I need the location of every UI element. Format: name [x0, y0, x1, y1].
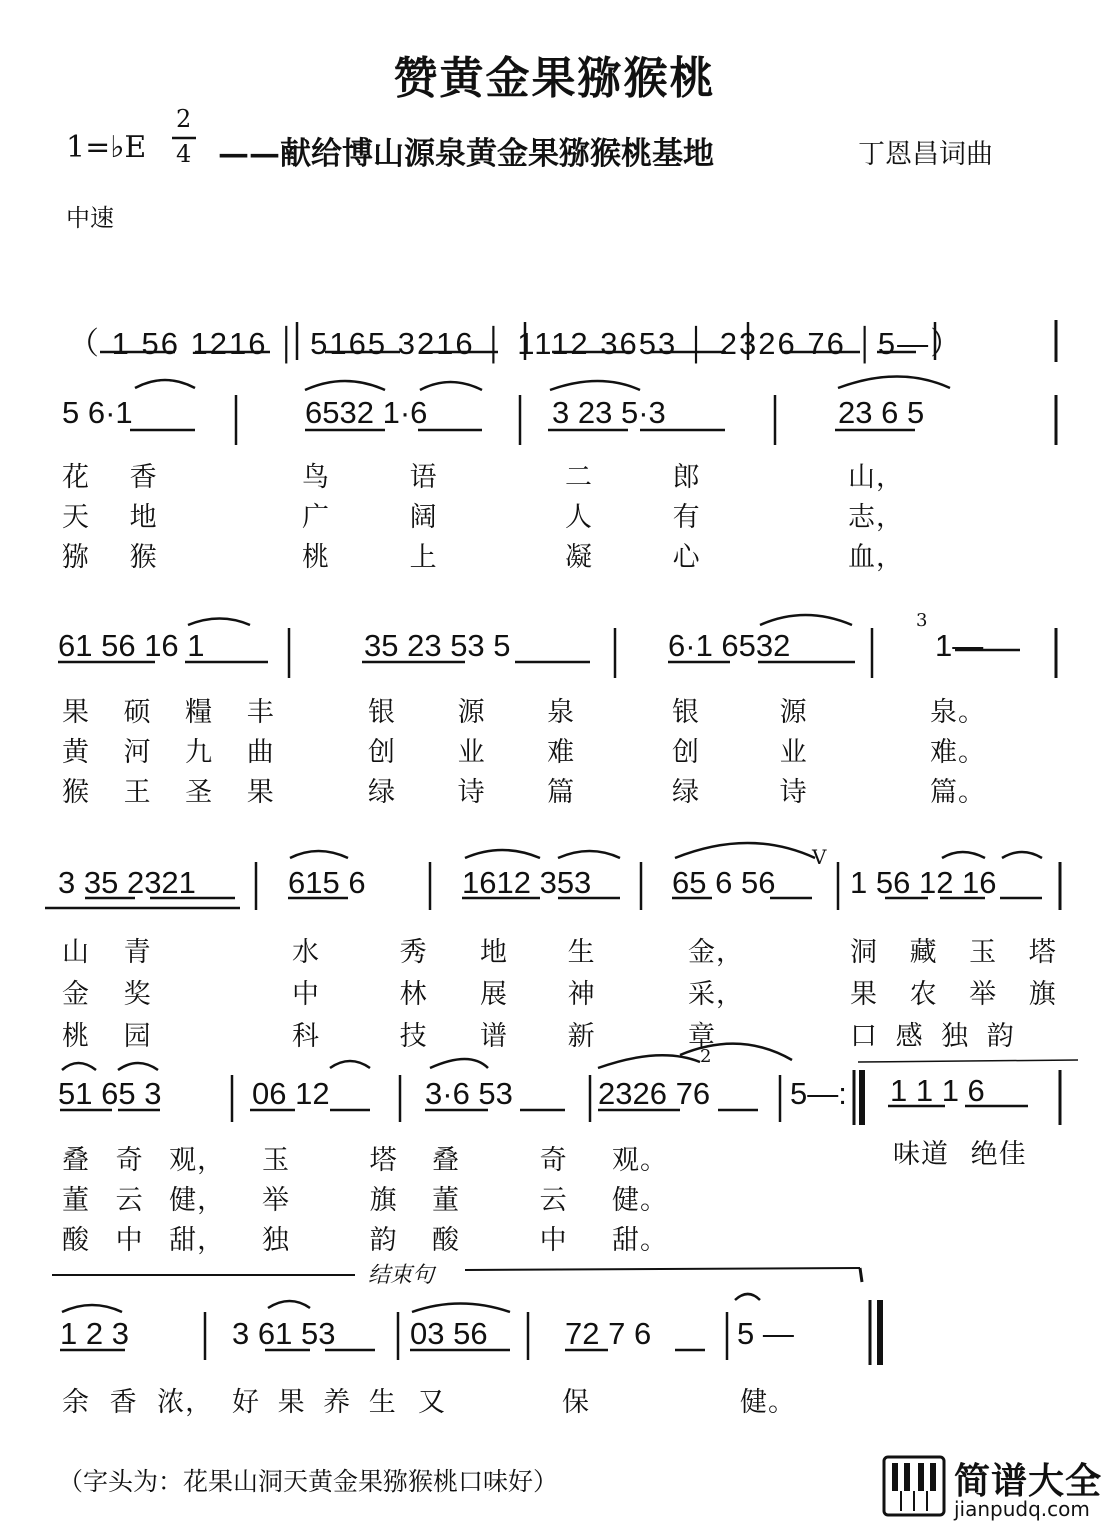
ending-lyric-c: 又: [418, 1387, 446, 1418]
line4-lyric3-a: 桃 园: [62, 1021, 152, 1052]
line4-measure-5: 1 56 12 16: [850, 865, 997, 900]
ending-measure-2: 3 61 53: [232, 1316, 336, 1351]
ending-label: 结束句: [368, 1263, 435, 1288]
line5-lyric2-c: 董 云: [432, 1185, 568, 1216]
line2-lyric3-c: 凝 心: [565, 542, 701, 573]
time-signature-top: 2: [176, 105, 192, 133]
line4-measure-2: 615 6: [288, 865, 366, 900]
ending-lyric-b: 好 果 养 生: [232, 1387, 397, 1418]
line5-repeat-end: 5—:: [790, 1076, 847, 1111]
time-signature-bottom: 4: [176, 140, 192, 168]
line4-lyric1-b: 水 秀: [292, 937, 428, 968]
line3-lyric3-a: 猴 王 圣 果: [62, 777, 275, 808]
line3-measure-3: 6·1 6532: [668, 628, 791, 663]
line3-lyric3-c: 绿 诗: [672, 777, 808, 808]
line2-lyric3-d: 血，: [848, 542, 904, 573]
line3-lyric2-d: 难。: [930, 737, 986, 768]
line5-lyric1-a: 叠 奇 观，: [62, 1145, 226, 1176]
line4-lyric1-e: 洞 藏 玉 塔: [850, 937, 1057, 968]
line5-measure-3: 3·6 53: [425, 1076, 513, 1111]
line3-lyric1-b: 银 源 泉: [368, 697, 576, 728]
line3-measure-4: 1—: [935, 628, 984, 663]
line4-lyric1-d: 金，: [688, 937, 744, 968]
line2-lyric3-a: 猕 猴: [62, 542, 158, 573]
line2-lyric2-c: 人 有: [565, 502, 701, 533]
line5-lyric3-b: 独 韵: [262, 1225, 398, 1256]
line4-lyric1-c: 地 生: [480, 937, 596, 968]
line2-lyric3-b: 桃 上: [302, 542, 438, 573]
line5-measure-2: 06 12: [252, 1076, 330, 1111]
line4-lyric3-e: 口 感 独 韵: [850, 1021, 1015, 1052]
line3-lyric3-b: 绿 诗 篇: [368, 777, 576, 808]
line2-lyric2-b: 广 阔: [302, 502, 438, 533]
ending-lyric-d: 保: [562, 1387, 590, 1418]
line5-lyric1-b: 玉 塔: [262, 1145, 398, 1176]
line2-measure-2: 6532 1·6: [305, 395, 428, 430]
line4-lyric3-d: 章: [688, 1021, 716, 1052]
line2-measure-3: 3 23 5·3: [552, 395, 666, 430]
line3-lyric1-c: 银 源: [672, 697, 808, 728]
logo-name: 简谱大全: [954, 1461, 1103, 1502]
line4-lyric3-b: 科 技: [292, 1021, 428, 1052]
line4-measure-4: 65 6 56: [672, 865, 776, 900]
line2-lyric1-b: 鸟 语: [302, 462, 438, 493]
line2-lyric1-d: 山，: [848, 462, 904, 493]
line3-lyric2-a: 黄 河 九 曲: [62, 737, 275, 768]
line5-measure-4: 2326 76: [598, 1076, 711, 1111]
line5-lyric1-e: 味道 绝佳: [893, 1139, 1027, 1170]
line5-lyric1-c: 叠 奇: [432, 1145, 568, 1176]
line2-measure-1: 5 6·1: [62, 395, 133, 430]
line5-lyric3-a: 酸 中 甜，: [62, 1225, 226, 1256]
key-signature: 1=♭E: [66, 130, 147, 165]
line3-lyric2-c: 创 业: [672, 737, 808, 768]
footnote: （字头为：花果山洞天黄金果猕猴桃口味好）: [58, 1467, 559, 1496]
ending-lyric-e: 健。: [740, 1387, 796, 1418]
line4-lyric2-c: 展 神: [480, 979, 596, 1010]
line3-grace-note: 3: [916, 610, 928, 631]
score-title: 赞黄金果猕猴桃: [393, 53, 716, 104]
line4-lyric2-d: 采，: [688, 979, 744, 1010]
ending-measure-1: 1 2 3: [60, 1316, 129, 1351]
line5-grace-note: 2: [700, 1046, 712, 1067]
ending-measure-4: 72 7 6: [565, 1316, 652, 1351]
line4-measure-1: 3 35 2321: [58, 865, 196, 900]
tempo-marking: 中速: [66, 204, 114, 232]
line2-lyric2-a: 天 地: [62, 502, 158, 533]
line3-measure-2: 35 23 53 5: [364, 628, 511, 663]
line3-measure-1: 61 56 16 1: [58, 628, 205, 663]
breath-mark: V: [812, 845, 827, 869]
line5-lyric3-d: 甜。: [612, 1225, 668, 1256]
line4-lyric3-c: 谱 新: [480, 1021, 596, 1052]
line5-measure-6: 1 1 1 6: [890, 1073, 985, 1108]
line4-lyric1-a: 山 青: [62, 937, 152, 968]
line4-lyric2-e: 果 农 举 旗: [850, 979, 1057, 1010]
line2-lyric1-a: 花 香: [62, 462, 158, 493]
line5-lyric2-a: 董 云 健，: [62, 1185, 226, 1216]
line4-lyric2-a: 金 奖: [62, 979, 152, 1010]
site-logo[interactable]: [882, 1453, 1104, 1523]
line2-measure-4: 23 6 5: [838, 395, 925, 430]
line3-lyric3-d: 篇。: [930, 777, 986, 808]
logo-url: jianpudq.com: [954, 1497, 1090, 1521]
ending-lyric-a: 余 香 浓，: [62, 1387, 214, 1418]
line3-lyric2-b: 创 业 难: [368, 737, 576, 768]
line5-lyric3-c: 酸 中: [432, 1225, 568, 1256]
line3-lyric1-a: 果 硕 糧 丰: [62, 697, 275, 728]
ending-measure-5: 5 —: [737, 1316, 794, 1351]
line5-measure-1: 51 65 3: [58, 1076, 162, 1111]
line4-lyric2-b: 中 林: [292, 979, 428, 1010]
line4-measure-3: 1612 353: [462, 865, 592, 900]
piano-keys-icon: [882, 1453, 946, 1517]
subtitle: ——献给博山源泉黄金果猕猴桃基地: [218, 136, 714, 172]
line2-lyric2-d: 志，: [848, 502, 904, 533]
line5-lyric2-b: 举 旗: [262, 1185, 398, 1216]
line5-lyric1-d: 观。: [612, 1145, 668, 1176]
ending-measure-3: 03 56: [410, 1316, 488, 1351]
intro-notes: （ 1 56 1216 │ 5165 3216 │ 1112 3653 │ 2326 76 │5—）: [68, 326, 964, 361]
line2-lyric1-c: 二 郎: [565, 462, 701, 493]
composer-credit: 丁恩昌词曲: [858, 139, 993, 170]
line5-lyric2-d: 健。: [612, 1185, 668, 1216]
line3-lyric1-d: 泉。: [930, 697, 986, 728]
